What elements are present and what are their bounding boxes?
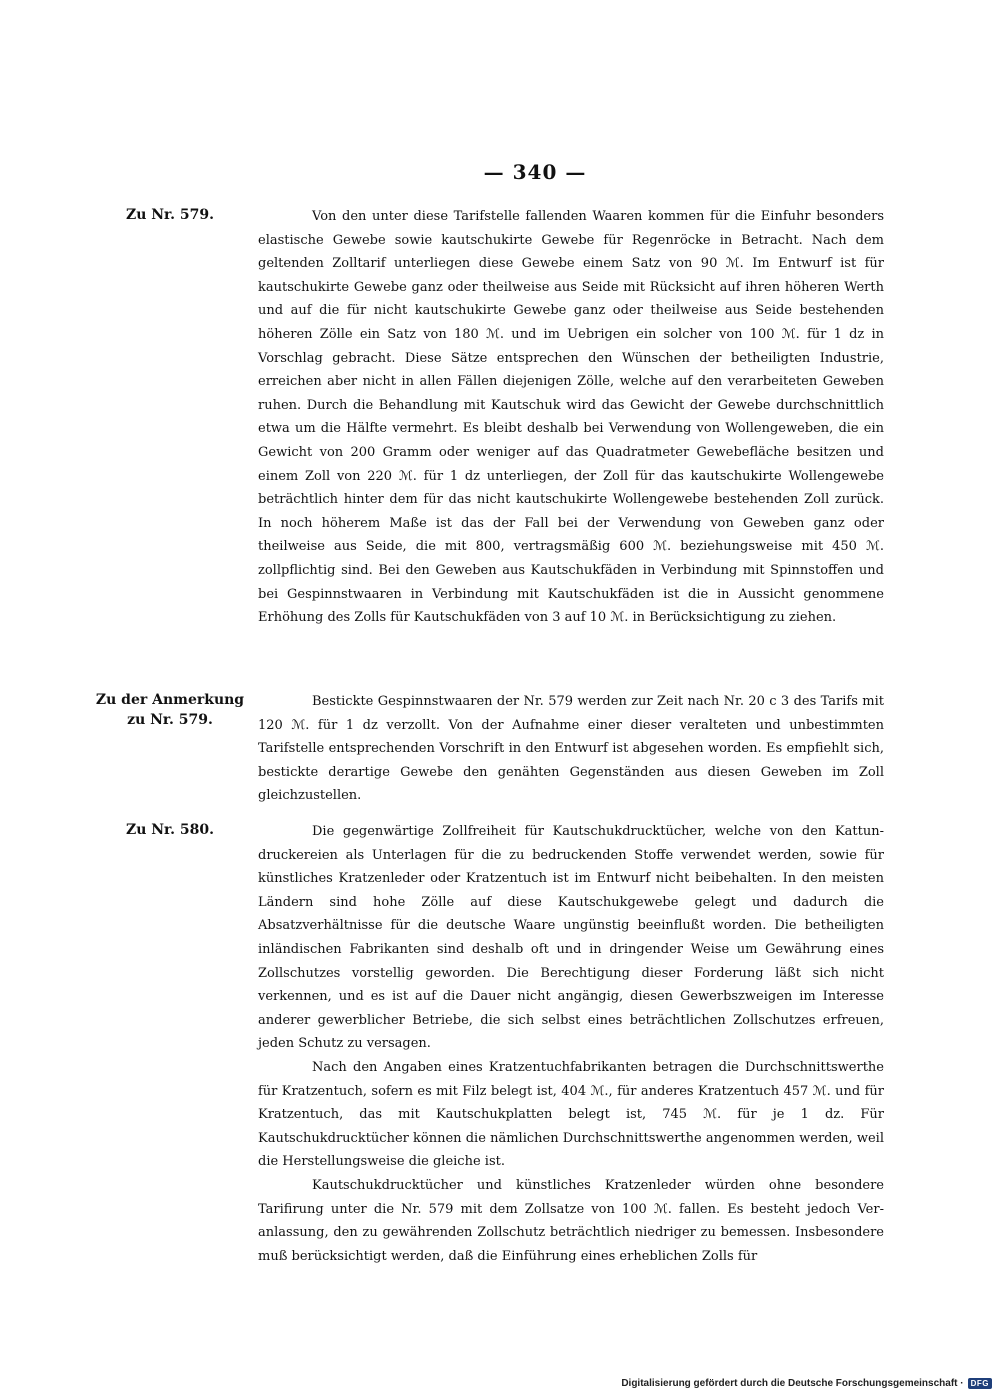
section-body (258, 690, 884, 808)
paragraph: Bestickte Gespinnstwaaren der Nr. 579 werden zur Zeit nach Nr. 20 c 3 des Tarifs mit 120 ℳ. für 1 dz verzollt. Von der Aufnahme einer dieser veralteten und unbestimmten Tarifstelle entsprechenden Vorschrift in den Entwurf ist abgesehen worden. Es empfiehlt sich, bestickte derartige Gewebe den genähten Gegenständen aus diesen Geweben im Zoll gleichzustellen. (258, 694, 884, 804)
paragraph: Die gegenwärtige Zollfreiheit für Kautschukdrucktücher, welche von den Kattundruckereien als Unterlagen für die zu bedruckenden Stoffe verwendet werden, sowie für künstliches Kratzenleder oder Kratzentuch ist im Entwurf nicht beibehalten. In den meisten Ländern sind hohe Zölle auf diese Kautschukgewebe gelegt und dadurch die Absatzverhältnisse für die deutsche Waare ungünstig beeinflußt worden. Die betheiligten inländischen Fabrikanten sind deshalb oft und in dringender Weise um Gewährung eines Zollschutzes vorstellig geworden. Die Berechtigung dieser Forderung läßt sich nicht verkennen, und es ist auf die Dauer nicht angängig, diesen Gewerbszweigen im Interesse anderer gewerblicher Betriebe, die sich selbst eines beträchtlichen Zollschutzes erfreuen, jeden Schutz zu versagen. (258, 824, 884, 1052)
paragraph: Von den unter diese Tarifstelle fallenden Waaren kommen für die Einfuhr besonders elastische Gewebe sowie kautschukirte Gewebe für Regenröcke in Betracht. Nach dem geltenden Zolltarif unterliegen diese Gewebe einem Satz von 90 ℳ. Im Entwurf ist für kautschukirte Gewebe ganz oder theilweise aus Seide mit Rücksicht auf ihren höheren Werth und auf die für nicht kautschukirte Gewebe ganz oder theilweise aus Seide bestehenden höheren Zölle ein Satz von 180 ℳ. und im Uebrigen ein solcher von 100 ℳ. für 1 dz in Vorschlag gebracht. Diese Sätze entsprechen den Wünschen der betheiligten Industrie, erreichen aber nicht in allen Fällen diejenigen Zölle, welche auf den verarbeiteten Geweben ruhen. Durch die Behandlung mit Kautschuk wird das Gewicht der Gewebe durchschnittlich etwa um die Hälfte vermehrt. Es bleibt deshalb bei Verwendung von Wollengeweben, die ein Gewicht von 200 Gramm oder weniger auf das Quadratmeter Gewebefläche besitzen und einem Zoll von 220 ℳ. für 1 dz unterliegen, der Zoll für das kautschukirte Wollengewebe beträchtlich hinter dem für das nicht kautschukirte Wollengewebe bestehenden Zoll zurück. In noch höherem Maße ist das der Fall bei der Verwendung von Geweben ganz oder theilweise aus Seide, die mit 800, vertragsmäßig 600 ℳ. beziehungsweise mit 450 ℳ. zollpflichtig sind. Bei den Geweben aus Kautschukfäden in Verbindung mit Spinnstoffen und bei Gespinnstwaaren in Verbindung mit Kautschukfäden ist die in Aussicht genommene Erhöhung des Zolls für Kautschukfäden von 3 auf 10 ℳ. in Berücksichtigung zu ziehen. (258, 209, 884, 626)
section-label (95, 690, 245, 730)
section-body (258, 820, 884, 1268)
digitization-credit (621, 1378, 992, 1389)
section-label (95, 205, 245, 225)
paragraph: Kautschukdrucktücher und künstliches Kratzenleder würden ohne besondere Tarifirung unter die Nr. 579 mit dem Zollsatze von 100 ℳ. fallen. Es besteht jedoch Veranlassung, den zu gewährenden Zollschutz beträchtlich niedriger zu bemessen. Insbesondere muß berücksichtigt werden, daß die Einführung eines erheblichen Zolls für (258, 1177, 884, 1264)
section-label (95, 820, 245, 840)
section-label-line: Zu Nr. 579. (125, 207, 214, 223)
dfg-logo: DFG (968, 1378, 992, 1389)
paragraph: Nach den Angaben eines Kratzentuchfabrikanten betragen die Durchschnittswerthe für Kratzentuch, sofern es mit Filz belegt ist, 404 ℳ., für anderes Kratzentuch 457 ℳ. und für Kratzentuch, das mit Kautschukplatten belegt ist, 745 ℳ. für je 1 dz. Für Kautschukdrucktücher können die nämlichen Durchschnittswerthe angenommen werden, weil die Herstellungsweise die gleiche ist. (258, 1059, 884, 1170)
section-label-line: Zu der Anmerkung (95, 692, 245, 708)
credit-text: Digitalisierung gefördert durch die Deutsche Forschungsgemeinschaft · (621, 1378, 964, 1389)
section-body (258, 205, 884, 630)
section-label-line: zu Nr. 579. (127, 712, 213, 728)
page-number: — 340 — (483, 160, 587, 184)
section-label-line: Zu Nr. 580. (125, 822, 214, 838)
